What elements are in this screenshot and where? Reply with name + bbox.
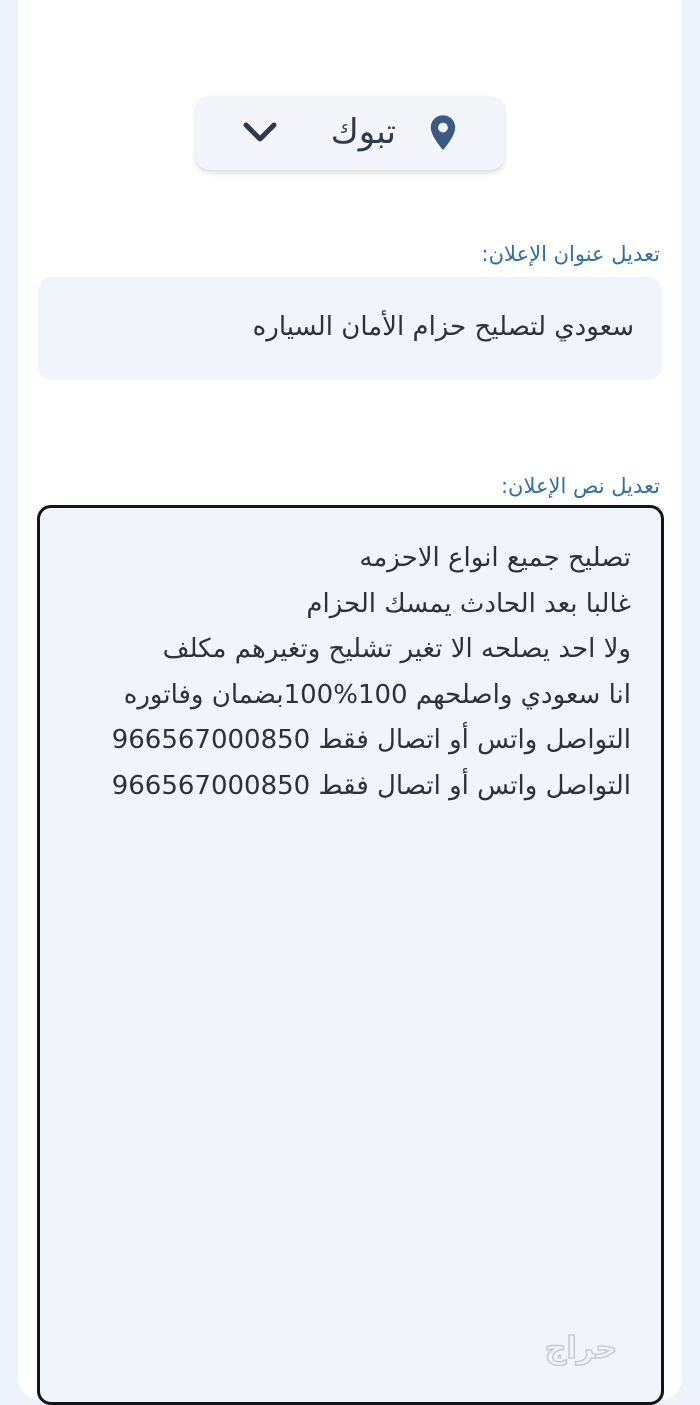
ad-body-line: التواصل واتس أو اتصال فقط 966567000850 [111,725,631,755]
city-select[interactable] [196,96,504,170]
ad-title-label: تعديل عنوان الإعلان: [481,242,660,266]
location-pin-icon [426,114,460,152]
ad-title-input[interactable]: سعودي لتصليح حزام الأمان السياره [38,277,662,380]
ad-body-line: ولا احد يصلحه الا تغير تشليح وتغيرهم مكلف [162,634,631,664]
ad-body-line: التواصل واتس أو اتصال فقط 966567000850 [111,770,631,801]
haraj-watermark-logo [496,1330,666,1366]
ad-body-line: غالبا بعد الحادث يمسك الحزام [306,588,631,619]
chevron-down-icon [242,118,278,146]
ad-body-textarea[interactable] [37,505,664,1405]
svg-text:حراج: حراج [544,1331,618,1366]
ad-body-label: تعديل نص الإعلان: [500,474,660,498]
ad-body-line: انا سعودي واصلحهم 100%100بضمان وفاتوره [123,679,631,710]
ad-body-line: تصليح جميع انواع الاحزمه [359,543,631,573]
city-name: تبوك [330,112,396,152]
